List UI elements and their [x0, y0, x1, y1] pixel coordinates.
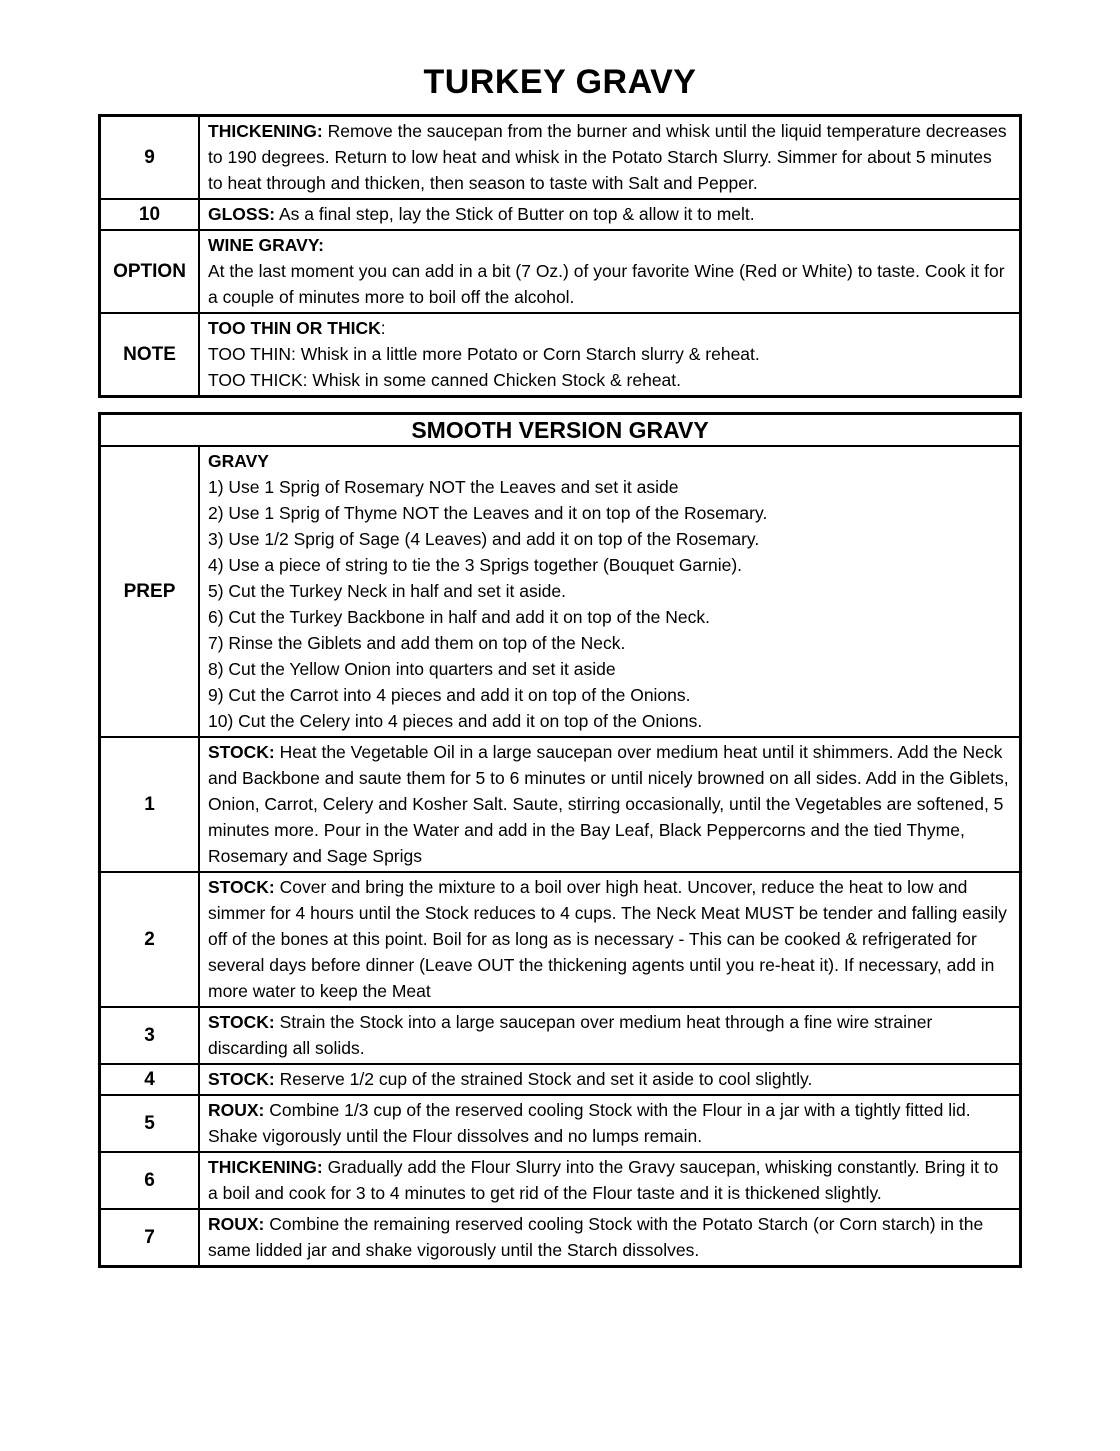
text-line: 1) Use 1 Sprig of Rosemary NOT the Leaves and set it aside [208, 477, 679, 497]
text-line: 6) Cut the Turkey Backbone in half and add it on top of the Neck. [208, 607, 710, 627]
text-line: ROUX: Combine the remaining reserved cooling Stock with the Potato Starch (or Corn starch) in the same lidded jar and shake vigorously until the Starch dissolves. [208, 1214, 984, 1260]
row-content [200, 231, 1019, 312]
table-row [101, 229, 1019, 312]
row-label: 1 [101, 738, 200, 871]
table-row [101, 1006, 1019, 1063]
table-row [101, 736, 1019, 871]
row-content [200, 1096, 1019, 1151]
turkey-gravy-steps-table [98, 114, 1022, 398]
text-line: 10) Cut the Celery into 4 pieces and add it on top of the Onions. [208, 711, 703, 731]
table-row [101, 1063, 1019, 1094]
text-line: 8) Cut the Yellow Onion into quarters and set it aside [208, 659, 616, 679]
text-line: TOO THICK: Whisk in some canned Chicken Stock & reheat. [208, 370, 682, 390]
row-content [200, 117, 1019, 198]
table-row [101, 312, 1019, 395]
row-content [200, 314, 1019, 395]
row-content [200, 1008, 1019, 1063]
text-line: WINE GRAVY: [208, 235, 325, 255]
text-line: TOO THIN: Whisk in a little more Potato or Corn Starch slurry & reheat. [208, 344, 760, 364]
row-label: 2 [101, 873, 200, 1006]
row-content [200, 738, 1019, 871]
table-row [101, 445, 1019, 736]
text-line: 3) Use 1/2 Sprig of Sage (4 Leaves) and add it on top of the Rosemary. [208, 529, 760, 549]
row-content [200, 200, 1019, 229]
text-line: ROUX: Combine 1/3 cup of the reserved cooling Stock with the Flour in a jar with a tightly fitted lid. Shake vigorously until the Flour dissolves and no lumps remain. [208, 1100, 971, 1146]
text-line: GRAVY [208, 451, 269, 471]
row-label: 5 [101, 1096, 200, 1151]
text-line: THICKENING: Remove the saucepan from the burner and whisk until the liquid temperature decreases to 190 degrees. Return to low heat and whisk in the Potato Starch Slurry. Simmer for about 5 minutes to heat through and thicken, then season to taste with Salt and Pepper. [208, 121, 1007, 193]
text-line: STOCK: Cover and bring the mixture to a boil over high heat. Uncover, reduce the heat to low and simmer for 4 hours until the Stock reduces to 4 cups. The Neck Meat MUST be tender and falling easily off of the bones at this point. Boil for as long as is necessary - This can be cooked & refrigerated for several days before dinner (Leave OUT the thickening agents until you re-heat it). If necessary, add in more water to keep the Meat [208, 877, 1007, 1001]
text-line: 9) Cut the Carrot into 4 pieces and add it on top of the Onions. [208, 685, 691, 705]
row-label: OPTION [101, 231, 200, 312]
table-row [101, 1151, 1019, 1208]
text-line: 4) Use a piece of string to tie the 3 Sprigs together (Bouquet Garnie). [208, 555, 743, 575]
table-section-header: SMOOTH VERSION GRAVY [411, 417, 709, 443]
page-title: TURKEY GRAVY [423, 63, 697, 101]
table-row [101, 1208, 1019, 1265]
row-label: 3 [101, 1008, 200, 1063]
text-line: STOCK: Reserve 1/2 cup of the strained Stock and set it aside to cool slightly. [208, 1069, 813, 1089]
table-row [101, 117, 1019, 198]
row-content [200, 447, 1019, 736]
text-line: GLOSS: As a final step, lay the Stick of Butter on top & allow it to melt. [208, 204, 755, 224]
table-row [101, 1094, 1019, 1151]
text-line: 2) Use 1 Sprig of Thyme NOT the Leaves and it on top of the Rosemary. [208, 503, 768, 523]
text-line: THICKENING: Gradually add the Flour Slurry into the Gravy saucepan, whisking constantly. Bring it to a boil and cook for 3 to 4 minutes to get rid of the Flour taste and it is thickened slightly. [208, 1157, 999, 1203]
row-label: 4 [101, 1065, 200, 1094]
row-label: 6 [101, 1153, 200, 1208]
text-line: 7) Rinse the Giblets and add them on top of the Neck. [208, 633, 626, 653]
table-row [101, 198, 1019, 229]
row-content [200, 1153, 1019, 1208]
text-line: STOCK: Strain the Stock into a large saucepan over medium heat through a fine wire strainer discarding all solids. [208, 1012, 933, 1058]
row-content [200, 1065, 1019, 1094]
row-label: 9 [101, 117, 200, 198]
text-line: STOCK: Heat the Vegetable Oil in a large saucepan over medium heat until it shimmers. Add the Neck and Backbone and saute them for 5 to 6 minutes or until nicely browned on all sides. Add in the Giblets, Onion, Carrot, Celery and Kosher Salt. Saute, stirring occasionally, until the Vegetables are softened, 5 minutes more. Pour in the Water and add in the Bay Leaf, Black Peppercorns and the tied Thyme, Rosemary and Sage Sprigs [208, 742, 1009, 866]
text-line: At the last moment you can add in a bit (7 Oz.) of your favorite Wine (Red or White) to taste. Cook it for a couple of minutes more to boil off the alcohol. [208, 261, 1005, 307]
row-label: NOTE [101, 314, 200, 395]
row-label: 10 [101, 200, 200, 229]
row-label: PREP [101, 447, 200, 736]
row-content [200, 1210, 1019, 1265]
text-line: 5) Cut the Turkey Neck in half and set it aside. [208, 581, 566, 601]
row-content [200, 873, 1019, 1006]
text-line: TOO THIN OR THICK: [208, 318, 386, 338]
smooth-version-gravy-table [98, 412, 1022, 1268]
row-label: 7 [101, 1210, 200, 1265]
table-row [101, 871, 1019, 1006]
